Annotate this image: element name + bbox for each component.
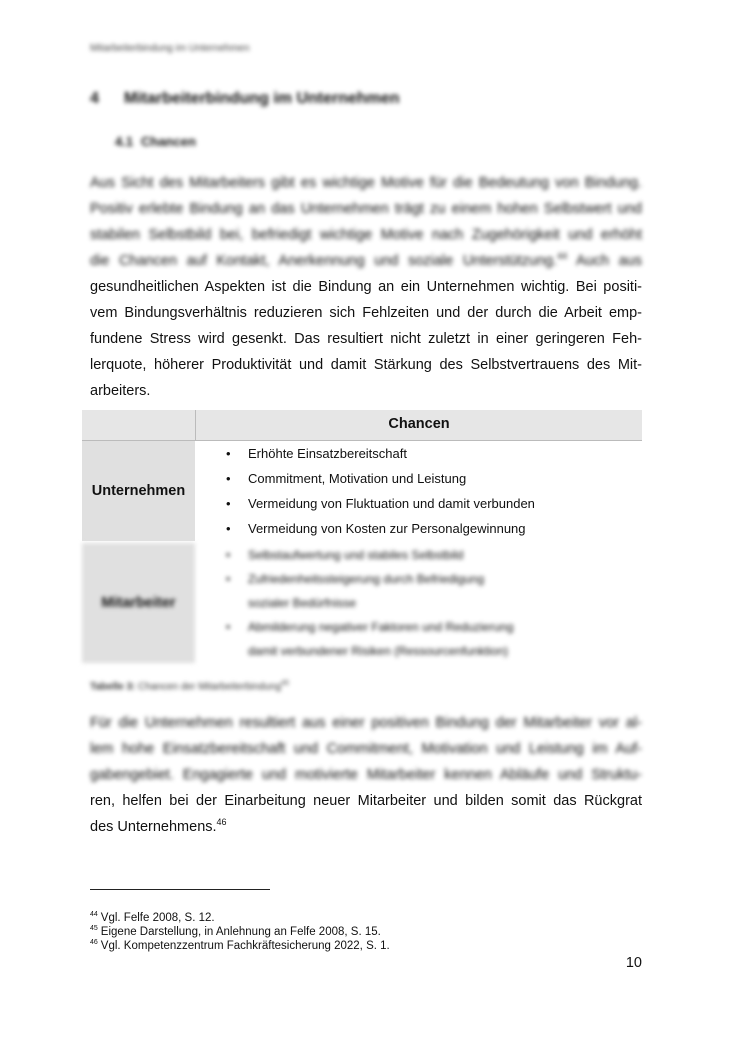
bullet: • xyxy=(226,620,231,634)
bullet: • xyxy=(226,496,231,511)
section-number: 4.1 xyxy=(115,134,134,149)
paragraph-text: des Unternehmens. xyxy=(90,819,217,835)
list-item xyxy=(196,491,642,516)
paragraph-line: Positiv erlebte Bindung an das Unternehmen trägt zu einem hohen Selbstwert und xyxy=(90,201,642,217)
bullet: • xyxy=(226,572,231,586)
list-item-text: damit verbundener Risiken (Ressourcenfunktion) xyxy=(248,644,509,658)
chapter-heading xyxy=(90,90,400,108)
row-list xyxy=(196,543,642,663)
chapter-number: 4 xyxy=(90,90,99,107)
list-item xyxy=(196,441,642,466)
paragraph-line: arbeiters. xyxy=(90,383,151,399)
running-head: Mitarbeiterbindung im Unternehmen xyxy=(90,43,250,54)
footnote-ref: 44 xyxy=(557,251,568,262)
paragraph-line: Aus Sicht des Mitarbeiters gibt es wichtige Motive für die Bedeutung von Bindung. xyxy=(90,175,642,191)
footnote-text: Eigene Darstellung, in Anlehnung an Felfe 2008, S. 15. xyxy=(100,926,381,938)
footnote-ref: 46 xyxy=(216,817,227,828)
footnote-text: Vgl. Felfe 2008, S. 12. xyxy=(100,912,215,924)
paragraph-line: gabengebiet. Engagierte und motivierte Mitarbeiter kennen Abläufe und Struktu- xyxy=(90,767,642,783)
list-item xyxy=(196,516,642,541)
bullet: • xyxy=(226,548,231,562)
list-item xyxy=(196,615,642,663)
paragraph-line: fundene Stress wird gesenkt. Das resultiert nicht zuletzt in einer geringeren Feh- xyxy=(90,331,642,347)
list-item xyxy=(196,567,642,615)
list-item-text: Abmilderung negativer Faktoren und Reduzierung xyxy=(248,620,514,634)
paragraph-text: Auch aus xyxy=(567,253,642,269)
footnote-separator xyxy=(90,889,270,890)
list-item-text: Commitment, Motivation und Leistung xyxy=(248,471,467,486)
table-caption xyxy=(90,680,289,692)
list-item-text: sozialer Bedürfnisse xyxy=(248,596,357,610)
footnote-number: 46 xyxy=(90,939,98,947)
paragraph-line: lem hohe Einsatzbereitschaft und Commitment, Motivation und Leistung im Auf- xyxy=(90,741,642,757)
list-item xyxy=(196,543,642,567)
row-label: Unternehmen xyxy=(82,441,195,541)
paragraph-line xyxy=(90,248,642,274)
section-title: Chancen xyxy=(141,134,196,149)
list-item xyxy=(196,466,642,491)
paragraph-line: gesundheitlichen Aspekten ist die Bindung an ein Unternehmen wichtig. Bei positi- xyxy=(90,279,642,295)
table-header-empty-cell xyxy=(82,410,196,440)
paragraph-1 xyxy=(90,170,642,404)
list-item-text: Selbstaufwertung und stabiles Selbstbild xyxy=(248,548,464,562)
paragraph-text: die Chancen auf Kontakt, Anerkennung und soziale Unterstützung. xyxy=(90,253,558,269)
footnote xyxy=(90,911,390,925)
footnote-text: Vgl. Kompetenzzentrum Fachkräftesicherung 2022, S. 1. xyxy=(100,940,390,952)
table-header-cell: Chancen xyxy=(388,416,450,432)
paragraph-line: ren, helfen bei der Einarbeitung neuer Mitarbeiter und bilden somit das Rückgrat xyxy=(90,793,642,809)
table-row-mitarbeiter xyxy=(82,543,642,663)
footnotes xyxy=(90,911,390,953)
footnote-ref: 45 xyxy=(281,680,289,687)
row-list xyxy=(196,441,642,541)
chapter-title: Mitarbeiterbindung im Unternehmen xyxy=(124,90,400,107)
row-label: Mitarbeiter xyxy=(82,543,195,663)
paragraph-line: lerquote, höherer Produktivität und damit Stärkung des Selbstvertrauens des Mit- xyxy=(90,357,642,373)
list-item-text: Vermeidung von Fluktuation und damit verbunden xyxy=(248,496,535,511)
table-header xyxy=(82,410,642,440)
table-row-unternehmen xyxy=(82,440,642,541)
bullet: • xyxy=(226,471,231,486)
footnote-number: 45 xyxy=(90,925,98,933)
bullet: • xyxy=(226,446,231,461)
footnote xyxy=(90,939,390,953)
footnote-number: 44 xyxy=(90,911,98,919)
paragraph-line xyxy=(90,814,642,840)
paragraph-line: vem Bindungsverhältnis reduzieren sich Fehlzeiten und der durch die Arbeit emp- xyxy=(90,305,642,321)
paragraph-2 xyxy=(90,710,642,840)
caption-label: Tabelle 3: xyxy=(90,681,136,693)
page-number: 10 xyxy=(625,955,642,971)
section-heading xyxy=(115,134,196,149)
paragraph-line: stabilen Selbstbild bei, befriedigt wichtige Motive nach Zugehörigkeit und erhöht xyxy=(90,227,642,243)
list-item-text: Erhöhte Einsatzbereitschaft xyxy=(248,446,407,461)
paragraph-line: Für die Unternehmen resultiert aus einer positiven Bindung der Mitarbeiter vor al- xyxy=(90,715,642,731)
list-item-text: Vermeidung von Kosten zur Personalgewinnung xyxy=(248,521,526,536)
list-item-text: Zufriedenheitssteigerung durch Befriedigung xyxy=(248,572,485,586)
caption-text: Chancen der Mitarbeiterbindung xyxy=(138,681,282,693)
footnote xyxy=(90,925,390,939)
bullet: • xyxy=(226,521,231,536)
